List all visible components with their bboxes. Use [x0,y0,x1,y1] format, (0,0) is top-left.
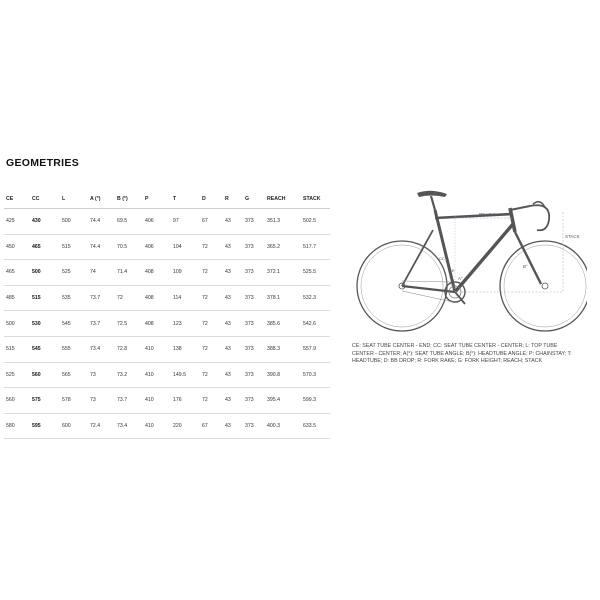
table-cell: 525 [4,362,30,388]
table-cell: 599.3 [301,388,330,414]
table-cell: 73 [88,362,115,388]
table-cell: 465 [4,260,30,286]
table-cell: 425 [4,209,30,235]
reach-label: REACH [479,212,495,217]
table-cell: 104 [171,234,200,260]
table-cell: 560 [30,362,60,388]
geometry-table [4,190,330,439]
table-cell: 72.5 [115,311,143,337]
column-header: STACK [301,190,330,209]
table-row [4,285,330,311]
table-cell: 373 [243,234,265,260]
table-cell: 72 [200,362,223,388]
table-cell: 43 [223,413,243,439]
table-cell: 109 [171,260,200,286]
table-cell: 138 [171,336,200,362]
table-row [4,234,330,260]
table-cell: 70.5 [115,234,143,260]
table-cell: 373 [243,209,265,235]
table-cell: 220 [171,413,200,439]
table-cell: 373 [243,285,265,311]
table-cell: 373 [243,336,265,362]
table-cell: 430 [30,209,60,235]
front-hub [542,283,548,289]
handlebar [530,205,549,230]
table-cell: 123 [171,311,200,337]
table-cell: 114 [171,285,200,311]
table-cell: 97 [171,209,200,235]
table-cell: 385.6 [265,311,301,337]
table-cell: 73 [88,388,115,414]
cc-label: CC [439,256,445,261]
table-cell: 72 [200,388,223,414]
top-tube [435,214,512,218]
table-cell: 500 [4,311,30,337]
table-cell: 578 [60,388,88,414]
column-header: A (°) [88,190,115,209]
table-cell: 73.4 [115,413,143,439]
table-cell: 74 [88,260,115,286]
table-cell: 43 [223,260,243,286]
table-cell: 535 [60,285,88,311]
table-cell: 69.5 [115,209,143,235]
table-cell: 532.3 [301,285,330,311]
table-cell: 633.5 [301,413,330,439]
table-cell: 600 [60,413,88,439]
column-header: T [171,190,200,209]
table-cell: 372.1 [265,260,301,286]
table-cell: 365.2 [265,234,301,260]
table-cell: 408 [143,285,171,311]
table-cell: 73.7 [115,388,143,414]
table-cell: 557.9 [301,336,330,362]
table-cell: 43 [223,234,243,260]
table-cell: 72.8 [115,336,143,362]
table-cell: 410 [143,388,171,414]
table-cell: 570.3 [301,362,330,388]
table-cell: 373 [243,388,265,414]
table-cell: 373 [243,311,265,337]
seatpost [431,196,435,210]
table-cell: 525.5 [301,260,330,286]
table-cell: 43 [223,336,243,362]
table-cell: 73.4 [88,336,115,362]
table-cell: 72.4 [88,413,115,439]
ce-label: CE [449,268,455,273]
bike-geometry-diagram [355,180,587,340]
table-cell: 545 [30,336,60,362]
table-cell: 72 [200,336,223,362]
table-cell: 465 [30,234,60,260]
table-cell: 580 [4,413,30,439]
stem [510,206,530,210]
table-cell: 410 [143,336,171,362]
table-cell: 408 [143,260,171,286]
table-cell: 43 [223,362,243,388]
table-row [4,388,330,414]
table-cell: 595 [30,413,60,439]
table-cell: 406 [143,209,171,235]
table-cell: 575 [30,388,60,414]
seatstay [402,230,433,286]
column-header: L [60,190,88,209]
table-cell: 73.7 [88,311,115,337]
table-cell: 351.3 [265,209,301,235]
page-title: GEOMETRIES [6,157,80,169]
head-angle-label: B° [523,264,528,269]
legend-text: CE: SEAT TUBE CENTER - END; CC: SEAT TUBE CENTER - CENTER; L: TOP TUBE CENTER - CENTER; A(°): SEAT TUBE ANGLE; B(°): HEADTUBE ANGLE; P: CHAINSTAY; T: HEADTUBE; D: BB DROP; R: FORK RAKE; G: FORK HEIGHT; REACH; STACK [352,343,572,365]
table-cell: 43 [223,388,243,414]
table-cell: 67 [200,413,223,439]
table-cell: 565 [60,362,88,388]
table-cell: 525 [60,260,88,286]
table-cell: 395.4 [265,388,301,414]
seat-tube [435,210,455,292]
table-cell: 74.4 [88,209,115,235]
seat-angle-label: A° [458,276,463,281]
table-cell: 43 [223,285,243,311]
table-cell: 406 [143,234,171,260]
table-cell: 74.4 [88,234,115,260]
table-cell: 515 [60,234,88,260]
table-cell: 72 [115,285,143,311]
column-header: P [143,190,171,209]
table-cell: 560 [4,388,30,414]
table-cell: 502.5 [301,209,330,235]
table-cell: 500 [30,260,60,286]
table-cell: 545 [60,311,88,337]
table-cell: 67 [200,209,223,235]
table-cell: 72 [200,234,223,260]
table-cell: 43 [223,311,243,337]
table-cell: 410 [143,362,171,388]
table-cell: 500 [60,209,88,235]
column-header: D [200,190,223,209]
column-header: REACH [265,190,301,209]
table-cell: 410 [143,413,171,439]
column-header: B (°) [115,190,143,209]
column-header: CE [4,190,30,209]
table-row [4,336,330,362]
table-row [4,362,330,388]
table-cell: 408 [143,311,171,337]
table-cell: 517.7 [301,234,330,260]
table-cell: 149.5 [171,362,200,388]
table-cell: 72 [200,285,223,311]
table-cell: 373 [243,260,265,286]
column-header: G [243,190,265,209]
table-cell: 450 [4,234,30,260]
table-cell: 373 [243,413,265,439]
table-cell: 555 [60,336,88,362]
table-cell: 542.6 [301,311,330,337]
table-cell: 72 [200,311,223,337]
table-cell: 373 [243,362,265,388]
table-cell: 176 [171,388,200,414]
table-cell: 390.8 [265,362,301,388]
fork [515,232,541,284]
column-header: R [223,190,243,209]
table-row [4,260,330,286]
table-cell: 515 [30,285,60,311]
table-cell: 400.3 [265,413,301,439]
table-cell: 515 [4,336,30,362]
table-cell: 72 [200,260,223,286]
table-row [4,413,330,439]
table-cell: 43 [223,209,243,235]
table-row [4,311,330,337]
table-cell: 485 [4,285,30,311]
table-cell: 378.1 [265,285,301,311]
table-cell: 388.3 [265,336,301,362]
table-cell: 73.2 [115,362,143,388]
table-cell: 73.7 [88,285,115,311]
table-row [4,209,330,235]
column-header: CC [30,190,60,209]
stack-label: STACK [565,234,580,239]
table-header-row [4,190,330,209]
table-cell: 71.4 [115,260,143,286]
table-cell: 530 [30,311,60,337]
